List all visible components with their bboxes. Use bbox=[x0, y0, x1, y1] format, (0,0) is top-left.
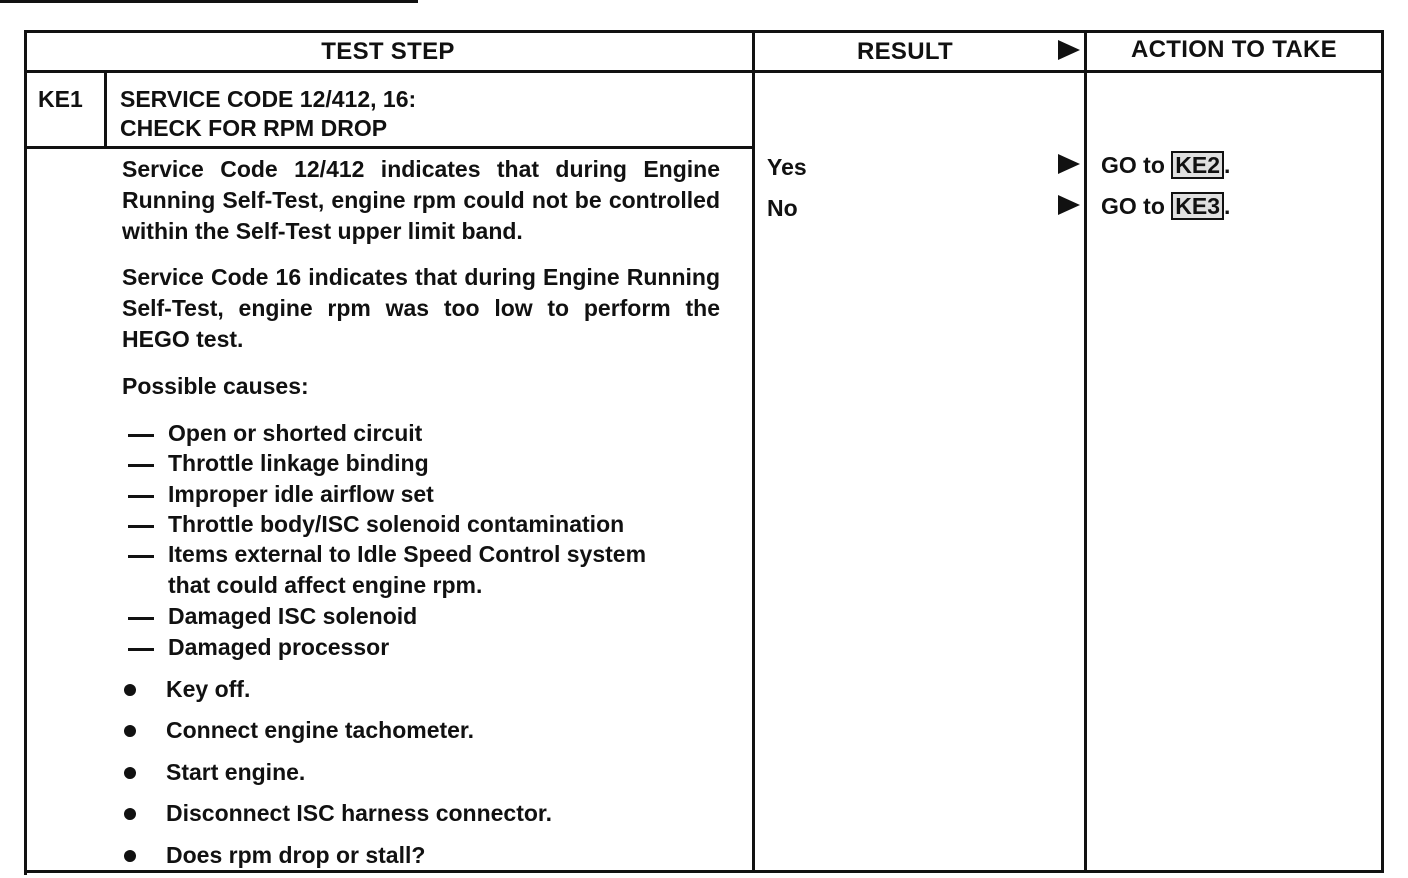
action-yes bbox=[1101, 150, 1230, 181]
bullet-icon bbox=[124, 684, 136, 696]
dash-icon bbox=[128, 555, 154, 558]
cause-item-continuation: that could affect engine rpm. bbox=[168, 572, 483, 598]
header-action-to-take: ACTION TO TAKE bbox=[1131, 36, 1337, 63]
dash-icon bbox=[128, 464, 154, 467]
header-result: RESULT bbox=[856, 38, 954, 65]
header-bottom-border bbox=[24, 70, 1383, 73]
step-title-line1: SERVICE CODE 12/412, 16: bbox=[120, 86, 417, 112]
action-no bbox=[1101, 191, 1230, 222]
right-pointer-arrow-icon bbox=[1058, 154, 1080, 174]
bullet-icon bbox=[124, 725, 136, 737]
action-prefix: GO to bbox=[1101, 152, 1165, 178]
cause-item: Open or shorted circuit bbox=[168, 420, 423, 446]
action-prefix: GO to bbox=[1101, 193, 1165, 219]
cause-item: Throttle linkage binding bbox=[168, 450, 429, 476]
action-suffix: . bbox=[1224, 152, 1231, 178]
header-test-step: TEST STEP bbox=[321, 38, 455, 65]
procedure-item: Key off. bbox=[166, 676, 251, 702]
table-right-border bbox=[1381, 30, 1384, 870]
procedure-question: Does rpm drop or stall? bbox=[166, 842, 426, 868]
bullet-icon bbox=[124, 808, 136, 820]
step-link-ke2[interactable]: KE2 bbox=[1171, 151, 1224, 179]
dash-icon bbox=[128, 434, 154, 437]
step-link-ke3[interactable]: KE3 bbox=[1171, 192, 1224, 220]
possible-causes-heading: Possible causes: bbox=[122, 373, 309, 399]
cause-item: Items external to Idle Speed Control system bbox=[168, 541, 647, 567]
procedure-item: Connect engine tachometer. bbox=[166, 717, 475, 743]
description-paragraph-1: Service Code 12/412 indicates that during Engine Running Self-Test, engine rpm could not be controlled within the Self-Test upper limit band. bbox=[122, 156, 720, 244]
bullet-icon bbox=[124, 767, 136, 779]
result-yes: Yes bbox=[767, 154, 807, 180]
procedure-item: Disconnect ISC harness connector. bbox=[166, 800, 553, 826]
dash-icon bbox=[128, 525, 154, 528]
cause-item: Damaged ISC solenoid bbox=[168, 603, 418, 629]
procedure-item: Start engine. bbox=[166, 759, 306, 785]
cause-item: Improper idle airflow set bbox=[168, 481, 434, 507]
cause-item: Throttle body/ISC solenoid contamination bbox=[168, 511, 625, 537]
dash-icon bbox=[128, 617, 154, 620]
right-pointer-arrow-icon bbox=[1058, 195, 1080, 215]
step-title-line2: CHECK FOR RPM DROP bbox=[120, 115, 388, 141]
table-top-border bbox=[24, 30, 1383, 33]
cause-item: Damaged processor bbox=[168, 634, 390, 660]
dash-icon bbox=[128, 495, 154, 498]
dash-icon bbox=[128, 648, 154, 651]
right-pointer-arrow-icon bbox=[1058, 40, 1080, 60]
bullet-icon bbox=[124, 850, 136, 862]
action-suffix: . bbox=[1224, 193, 1231, 219]
result-no: No bbox=[767, 195, 798, 221]
column-divider-result bbox=[752, 30, 755, 872]
description-paragraph-2: Service Code 16 indicates that during Engine Running Self-Test, engine rpm was too low to perform the HEGO test. bbox=[122, 264, 720, 352]
column-divider-action bbox=[1084, 30, 1087, 872]
step-id: KE1 bbox=[38, 86, 83, 112]
top-rule bbox=[0, 0, 418, 3]
table-left-border bbox=[24, 30, 27, 875]
step-id-divider bbox=[104, 70, 107, 148]
step-title-bottom-border bbox=[24, 146, 754, 149]
